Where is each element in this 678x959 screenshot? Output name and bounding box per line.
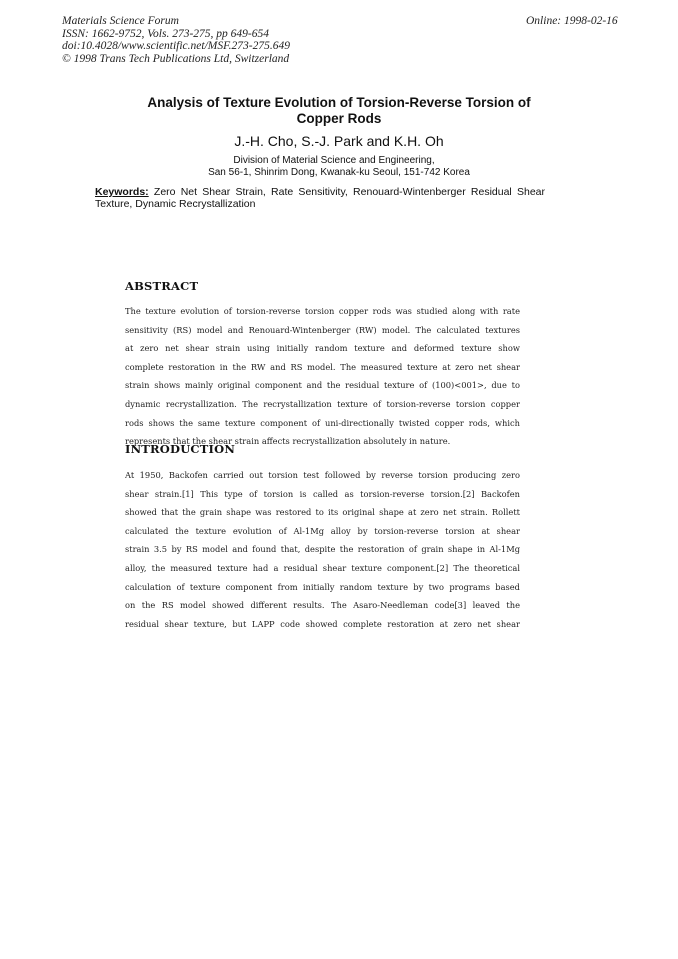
introduction-line: alloy, the measured texture had a residual shear texture component.[2] The theoretical: [125, 562, 520, 573]
introduction-line: showed that the grain shape was restored to its original shape at zero net strain. Rollett: [125, 507, 520, 518]
introduction-body: [125, 466, 520, 633]
copyright: © 1998 Trans Tech Publications Ltd, Switzerland: [62, 52, 290, 65]
introduction-line: shear strain.[1] This type of torsion is called as torsion-reverse torsion.[2] Backofen: [125, 488, 520, 499]
journal-citation-block: [62, 15, 290, 65]
abstract-body: [125, 302, 520, 451]
abstract-line: dynamic recrystallization. The recrystallization texture of torsion-reverse torsion copper: [125, 398, 520, 409]
paper-title: [0, 95, 678, 127]
title-line-2: Copper Rods: [296, 111, 382, 126]
abstract-heading: ABSTRACT: [125, 279, 199, 293]
affiliation-address: San 56-1, Shinrim Dong, Kwanak-ku Seoul, 151-742 Korea: [208, 167, 470, 178]
introduction-line: At 1950, Backofen carried out torsion test followed by reverse torsion producing zero: [125, 470, 520, 480]
introduction-line: on the RS model showed different results. The Asaro-Needleman code[3] leaved the: [125, 600, 520, 611]
online-date: Online: 1998-02-16: [526, 15, 618, 27]
keywords-line-1: [95, 186, 545, 198]
abstract-line: complete restoration in the RW and RS model. The measured texture at zero net shear: [125, 361, 520, 372]
keywords-text-1: Zero Net Shear Strain, Rate Sensitivity, Renouard-Wintenberger Residual Shear: [148, 186, 545, 198]
introduction-line: calculated the texture evolution of Al-1Mg alloy by torsion-reverse torsion at shear: [125, 525, 520, 536]
abstract-line: at zero net shear strain using initially random texture and deformed texture show: [125, 343, 520, 354]
abstract-line: The texture evolution of torsion-reverse torsion copper rods was studied along with rate: [125, 306, 520, 316]
keywords-label: Keywords:: [95, 186, 149, 198]
journal-name: Materials Science Forum: [62, 15, 179, 27]
doi: doi:10.4028/www.scientific.net/MSF.273-275.649: [62, 40, 290, 52]
abstract-line: represents that the shear strain affects recrystallization absolutely in nature.: [125, 436, 451, 447]
keywords-block: [95, 186, 545, 210]
introduction-line: residual shear texture, but LAPP code showed complete restoration at zero net shear: [125, 618, 520, 629]
abstract-line: sensitivity (RS) model and Renouard-Wintenberger (RW) model. The calculated textures: [125, 324, 520, 335]
issn-volume-pages: ISSN: 1662-9752, Vols. 273-275, pp 649-654: [62, 27, 269, 40]
title-line-1: Analysis of Texture Evolution of Torsion-Reverse Torsion of: [147, 95, 531, 110]
keywords-line-2: Texture, Dynamic Recrystallization: [95, 198, 256, 210]
abstract-line: rods shows the same texture component of uni-directionally twisted copper rods, which: [125, 417, 520, 428]
introduction-heading: INTRODUCTION: [125, 442, 236, 456]
affiliation: [0, 155, 678, 179]
authors: J.-H. Cho, S.-J. Park and K.H. Oh: [234, 133, 444, 149]
abstract-line: strain shows mainly original component and the residual texture of (100)<001>, due to: [125, 380, 520, 391]
introduction-line: calculation of texture component from initially random texture by two programs based: [125, 581, 520, 592]
affiliation-department: Division of Material Science and Engineering,: [233, 155, 435, 166]
introduction-line: strain 3.5 by RS model and found that, despite the restoration of grain shape in Al-1Mg: [125, 544, 520, 555]
